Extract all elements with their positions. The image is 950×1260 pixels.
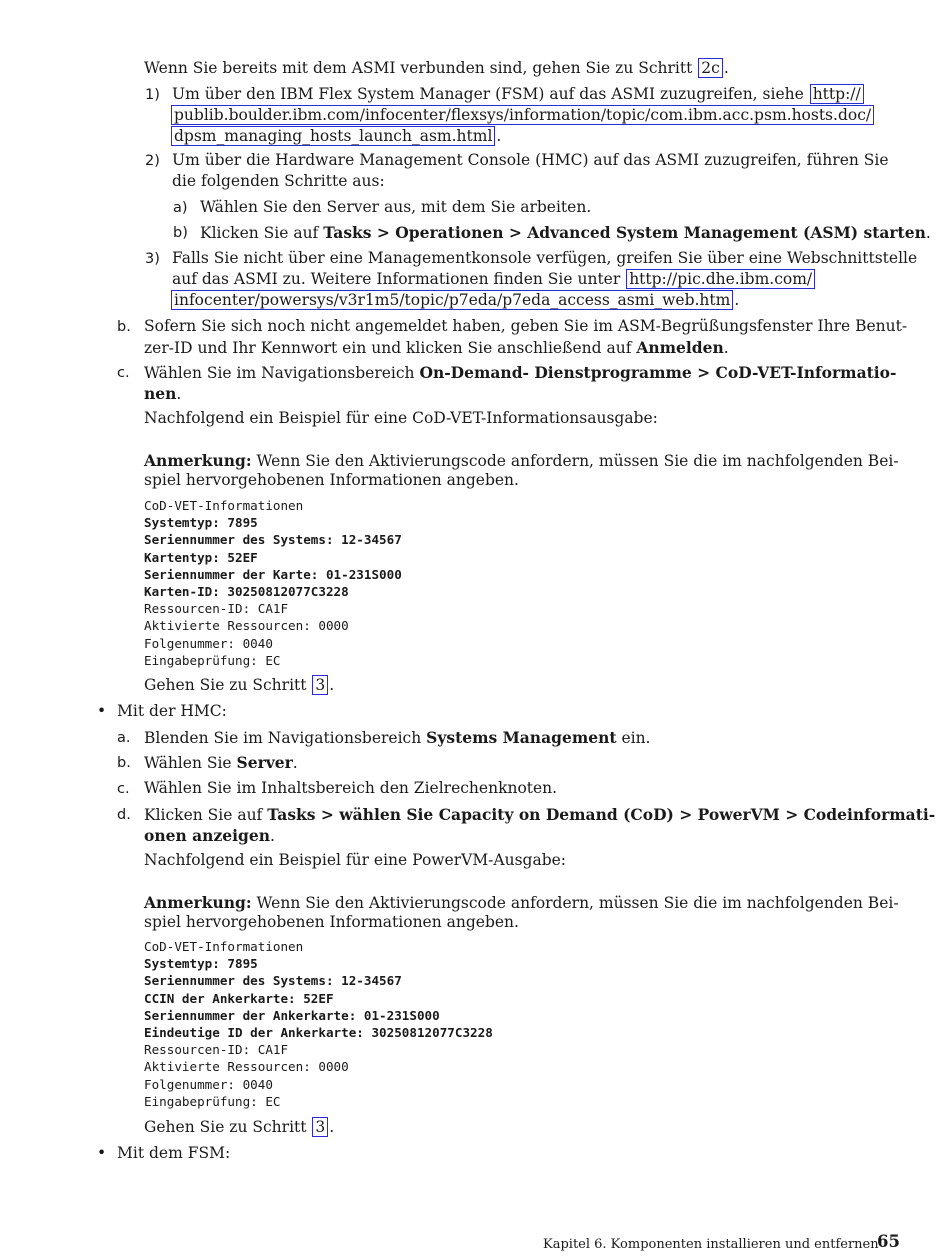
- code-line: Folgenummer: 0040: [144, 1076, 273, 1092]
- note-label: Anmerkung:: [144, 451, 252, 470]
- step-1-line-1: Um über den IBM Flex System Manager (FSM) auf das ASMI zuzugreifen, siehe http://: [172, 84, 865, 105]
- hmc-step-b: Wählen Sie Server.: [144, 753, 298, 772]
- example-intro: Nachfolgend ein Beispiel für eine CoD-VET-Informationsausgabe:: [144, 409, 658, 427]
- code-line: Ressourcen-ID: CA1F: [144, 1042, 289, 1058]
- code-line: Ressourcen-ID: CA1F: [144, 601, 289, 617]
- item-letter: d.: [117, 807, 131, 823]
- item-letter: c.: [117, 365, 130, 381]
- hmc-heading: Mit der HMC:: [117, 702, 227, 720]
- step-number: 2): [145, 153, 160, 169]
- substep-b-text: Klicken Sie auf Tasks > Operationen > Advanced System Management (ASM) starten.: [200, 223, 931, 242]
- menu-path: Tasks > wählen Sie Capacity on Demand (CoD) > PowerVM > Codeinformati-: [267, 805, 936, 824]
- asmi-web-link-part-2[interactable]: infocenter/powersys/v3r1m5/topic/p7eda/p7eda_access_asmi_web.htm: [171, 290, 733, 310]
- step-number: 3): [145, 251, 160, 267]
- asmi-web-link-part-1[interactable]: http://pic.dhe.ibm.com/: [626, 269, 815, 289]
- goto-step-line: Gehen Sie zu Schritt 3 .: [144, 1118, 335, 1136]
- code-line: Eingabeprüfung: EC: [144, 652, 281, 668]
- code-line: Eindeutige ID der Ankerkarte: 30250812077C3228: [144, 1025, 493, 1041]
- step-2-line-2: die folgenden Schritte aus:: [172, 172, 385, 190]
- code-line: Aktivierte Ressourcen: 0000: [144, 1059, 349, 1075]
- fsm-link-part-3[interactable]: dpsm_managing_hosts_launch_asm.html: [171, 126, 495, 146]
- nav-line-1: Wählen Sie im Navigationsbereich On-Demand- Dienstprogramme > CoD-VET-Informatio-: [144, 363, 897, 382]
- nav-line-2: nen.: [144, 384, 182, 403]
- item-letter: b.: [117, 319, 131, 335]
- code-line: Systemtyp: 7895: [144, 956, 258, 972]
- step-link-3[interactable]: 3: [312, 1117, 328, 1137]
- item-letter: c.: [117, 781, 130, 797]
- login-button-name: Anmelden: [636, 338, 724, 357]
- step-3-line-2: auf das ASMI zu. Weitere Informationen finden Sie unter http://pic.dhe.ibm.com/: [172, 269, 816, 290]
- code-line: Karten-ID: 30250812077C3228: [144, 584, 349, 600]
- intro-paragraph: Wenn Sie bereits mit dem ASMI verbunden sind, gehen Sie zu Schritt 2c .: [144, 59, 729, 77]
- code-line: Kartentyp: 52EF: [144, 549, 258, 565]
- login-line-1: Sofern Sie sich noch nicht angemeldet haben, geben Sie im ASM-Begrüßungsfenster Ihre Benut-: [144, 317, 908, 335]
- step-link-3[interactable]: 3: [312, 675, 328, 695]
- substep-a-text: Wählen Sie den Server aus, mit dem Sie arbeiten.: [200, 198, 592, 216]
- hmc-step-a: Blenden Sie im Navigationsbereich Systems Management ein.: [144, 728, 651, 747]
- hmc-step-c: Wählen Sie im Inhaltsbereich den Zielrechenknoten.: [144, 779, 558, 797]
- code-line: CoD-VET-Informationen: [144, 498, 304, 513]
- note-label: Anmerkung:: [144, 893, 252, 912]
- hmc-step-d-line-2: onen anzeigen.: [144, 826, 275, 845]
- code-line: Seriennummer des Systems: 12-34567: [144, 532, 402, 548]
- code-line: CoD-VET-Informationen: [144, 939, 304, 954]
- fsm-heading: Mit dem FSM:: [117, 1144, 231, 1162]
- code-line: Seriennummer des Systems: 12-34567: [144, 973, 402, 989]
- menu-path: On-Demand- Dienstprogramme > CoD-VET-Informatio-: [419, 363, 897, 382]
- fsm-link-part-1[interactable]: http://: [810, 84, 864, 104]
- substep-number: b): [173, 225, 188, 241]
- note-line-2: spiel hervorgehobenen Informationen angeben.: [144, 471, 519, 489]
- login-line-2: zer-ID und Ihr Kennwort ein und klicken Sie anschließend auf Anmelden.: [144, 338, 729, 357]
- menu-path: Tasks > Operationen > Advanced System Management (ASM) starten: [323, 223, 926, 242]
- page-number: 65: [877, 1232, 900, 1251]
- code-block-hmc: [144, 938, 493, 1110]
- code-line: Systemtyp: 7895: [144, 515, 258, 531]
- item-letter: a.: [117, 730, 131, 746]
- step-link-2c[interactable]: 2c: [698, 58, 723, 78]
- note-line-2: spiel hervorgehobenen Informationen angeben.: [144, 913, 519, 931]
- bullet: •: [97, 702, 107, 720]
- note-line-1: Anmerkung: Wenn Sie den Aktivierungscode anfordern, müssen Sie die im nachfolgenden Bei-: [144, 893, 899, 912]
- intro-text: Wenn Sie bereits mit dem ASMI verbunden sind, gehen Sie zu Schritt: [144, 59, 693, 77]
- code-block-asm: [144, 497, 402, 669]
- code-line: CCIN der Ankerkarte: 52EF: [144, 990, 334, 1006]
- example-intro: Nachfolgend ein Beispiel für eine PowerVM-Ausgabe:: [144, 851, 567, 869]
- note-line-1: Anmerkung: Wenn Sie den Aktivierungscode anfordern, müssen Sie die im nachfolgenden Bei-: [144, 451, 899, 470]
- code-line: Seriennummer der Karte: 01-231S000: [144, 566, 402, 582]
- bullet: •: [97, 1144, 107, 1162]
- step-3-line-3: infocenter/powersys/v3r1m5/topic/p7eda/p7eda_access_asmi_web.htm .: [170, 290, 739, 311]
- step-1-line-3: dpsm_managing_hosts_launch_asm.html .: [170, 126, 501, 147]
- substep-number: a): [173, 200, 188, 216]
- hmc-step-d-line-1: Klicken Sie auf Tasks > wählen Sie Capacity on Demand (CoD) > PowerVM > Codeinformati-: [144, 805, 936, 824]
- goto-step-line: Gehen Sie zu Schritt 3 .: [144, 676, 335, 694]
- item-letter: b.: [117, 755, 131, 771]
- chapter-footer: Kapitel 6. Komponenten installieren und entfernen: [543, 1237, 879, 1252]
- code-line: Eingabeprüfung: EC: [144, 1093, 281, 1109]
- code-line: Seriennummer der Ankerkarte: 01-231S000: [144, 1007, 440, 1023]
- fsm-link-part-2[interactable]: publib.boulder.ibm.com/infocenter/flexsys/information/topic/com.ibm.acc.psm.hosts.doc/: [171, 105, 874, 125]
- step-number: 1): [145, 87, 160, 103]
- code-line: Folgenummer: 0040: [144, 635, 273, 651]
- step-3-line-1: Falls Sie nicht über eine Managementkonsole verfügen, greifen Sie über eine Webschnittstelle: [172, 249, 918, 267]
- step-1-line-2: [170, 105, 875, 126]
- code-line: Aktivierte Ressourcen: 0000: [144, 618, 349, 634]
- step-2-line-1: Um über die Hardware Management Console (HMC) auf das ASMI zuzugreifen, führen Sie: [172, 151, 889, 169]
